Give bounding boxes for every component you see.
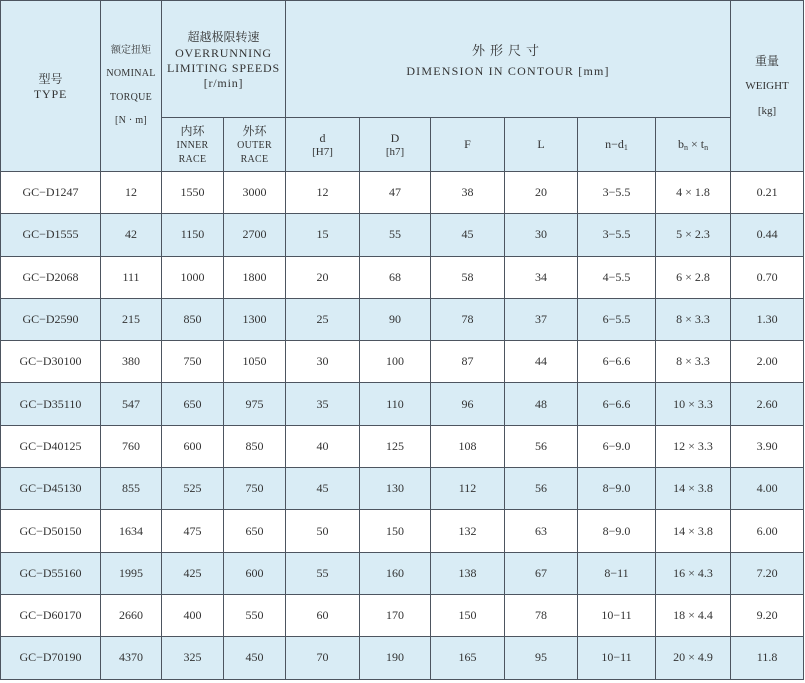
cell-L: 34: [505, 256, 578, 298]
cell-d: 25: [286, 298, 360, 340]
header-col-bt-x: × t: [687, 137, 705, 151]
cell-type: GC−D45130: [1, 468, 101, 510]
table-row: [1, 468, 804, 510]
cell-type: GC−D1247: [1, 172, 101, 214]
header-col-bt: [656, 118, 731, 172]
cell-F: 96: [431, 383, 505, 425]
cell-d: 20: [286, 256, 360, 298]
header-col-D-label: D: [390, 130, 400, 145]
cell-bt: 5 × 2.3: [656, 214, 731, 256]
cell-inner: 525: [162, 468, 224, 510]
cell-outer: 2700: [224, 214, 286, 256]
cell-weight: 7.20: [731, 552, 804, 594]
header-col-D-tol: [h7]: [385, 145, 405, 158]
cell-D: 90: [360, 298, 431, 340]
cell-L: 48: [505, 383, 578, 425]
table-row: [1, 341, 804, 383]
cell-bt: 4 × 1.8: [656, 172, 731, 214]
header-model-zh: 型号: [38, 72, 63, 86]
cell-d: 50: [286, 510, 360, 552]
cell-D: 190: [360, 637, 431, 679]
cell-F: 78: [431, 298, 505, 340]
cell-F: 165: [431, 637, 505, 679]
cell-bt: 10 × 3.3: [656, 383, 731, 425]
cell-L: 30: [505, 214, 578, 256]
cell-L: 20: [505, 172, 578, 214]
spec-body: [1, 172, 804, 680]
cell-L: 44: [505, 341, 578, 383]
cell-F: 38: [431, 172, 505, 214]
cell-d: 12: [286, 172, 360, 214]
cell-type: GC−D1555: [1, 214, 101, 256]
cell-D: 110: [360, 383, 431, 425]
cell-weight: 0.70: [731, 256, 804, 298]
cell-F: 112: [431, 468, 505, 510]
cell-inner: 400: [162, 594, 224, 636]
cell-inner: 600: [162, 425, 224, 467]
cell-L: 67: [505, 552, 578, 594]
cell-weight: 0.44: [731, 214, 804, 256]
header-col-D: [360, 118, 431, 172]
cell-bt: 14 × 3.8: [656, 510, 731, 552]
header-inner-en-1: INNER: [176, 140, 209, 151]
cell-D: 47: [360, 172, 431, 214]
cell-nd: 4−5.5: [578, 256, 656, 298]
cell-nd: 6−6.6: [578, 383, 656, 425]
cell-F: 108: [431, 425, 505, 467]
cell-nd: 8−9.0: [578, 510, 656, 552]
cell-weight: 0.21: [731, 172, 804, 214]
header-col-bt-t-sub: n: [704, 143, 709, 152]
cell-weight: 11.8: [731, 637, 804, 679]
cell-nd: 3−5.5: [578, 172, 656, 214]
table-row: [1, 425, 804, 467]
cell-nd: 10−11: [578, 637, 656, 679]
header-inner-en-2: RACE: [178, 154, 207, 165]
cell-F: 45: [431, 214, 505, 256]
cell-d: 60: [286, 594, 360, 636]
table-row: [1, 172, 804, 214]
cell-torque: 1995: [101, 552, 162, 594]
cell-bt: 16 × 4.3: [656, 552, 731, 594]
cell-outer: 550: [224, 594, 286, 636]
cell-nd: 8−11: [578, 552, 656, 594]
cell-D: 160: [360, 552, 431, 594]
header-col-d-tol: [H7]: [312, 145, 333, 158]
cell-inner: 750: [162, 341, 224, 383]
table-row: [1, 298, 804, 340]
header-outer-en-2: RACE: [240, 154, 269, 165]
header-torque-zh: 额定扭矩: [111, 45, 151, 56]
header-col-L: L: [505, 118, 578, 172]
table-row: [1, 552, 804, 594]
cell-type: GC−D70190: [1, 637, 101, 679]
table-row: [1, 256, 804, 298]
cell-D: 55: [360, 214, 431, 256]
cell-torque: 855: [101, 468, 162, 510]
header-dimension-en: DIMENSION IN CONTOUR [mm]: [406, 63, 610, 78]
cell-torque: 42: [101, 214, 162, 256]
header-speed-en-2: LIMITING SPEEDS: [167, 60, 280, 75]
cell-D: 68: [360, 256, 431, 298]
cell-inner: 1150: [162, 214, 224, 256]
cell-type: GC−D30100: [1, 341, 101, 383]
header-row-1: [1, 1, 804, 118]
header-inner-zh: 内环: [180, 124, 205, 138]
header-col-d: [286, 118, 360, 172]
cell-torque: 111: [101, 256, 162, 298]
cell-type: GC−D40125: [1, 425, 101, 467]
cell-outer: 1050: [224, 341, 286, 383]
cell-F: 138: [431, 552, 505, 594]
header-torque: [101, 1, 162, 172]
cell-outer: 1800: [224, 256, 286, 298]
table-row: [1, 637, 804, 679]
header-speed-unit: [r/min]: [203, 75, 244, 90]
cell-torque: 12: [101, 172, 162, 214]
cell-L: 78: [505, 594, 578, 636]
header-torque-en: NOMINAL TORQUE: [106, 68, 156, 103]
cell-L: 56: [505, 468, 578, 510]
cell-D: 170: [360, 594, 431, 636]
cell-weight: 6.00: [731, 510, 804, 552]
cell-type: GC−D35110: [1, 383, 101, 425]
header-col-nd: [578, 118, 656, 172]
header-col-d-label: d: [319, 130, 326, 145]
header-col-nd-sub: 1: [623, 143, 628, 152]
cell-type: GC−D2068: [1, 256, 101, 298]
cell-nd: 3−5.5: [578, 214, 656, 256]
cell-outer: 750: [224, 468, 286, 510]
header-torque-unit: [N · m]: [114, 115, 148, 126]
table-row: [1, 510, 804, 552]
cell-inner: 850: [162, 298, 224, 340]
header-weight-unit: [kg]: [757, 105, 777, 117]
cell-outer: 450: [224, 637, 286, 679]
cell-torque: 547: [101, 383, 162, 425]
cell-weight: 2.00: [731, 341, 804, 383]
header-speed-zh: 超越极限转速: [187, 29, 260, 44]
header-dimension: [286, 1, 731, 118]
cell-torque: 380: [101, 341, 162, 383]
cell-type: GC−D2590: [1, 298, 101, 340]
header-speed: [162, 1, 286, 118]
header-model-en: TYPE: [33, 87, 68, 101]
cell-outer: 1300: [224, 298, 286, 340]
cell-nd: 6−9.0: [578, 425, 656, 467]
cell-L: 95: [505, 637, 578, 679]
cell-D: 100: [360, 341, 431, 383]
cell-D: 130: [360, 468, 431, 510]
cell-inner: 1000: [162, 256, 224, 298]
cell-torque: 215: [101, 298, 162, 340]
cell-outer: 850: [224, 425, 286, 467]
header-outer-zh: 外环: [242, 124, 267, 138]
header-weight: [731, 1, 804, 172]
cell-nd: 8−9.0: [578, 468, 656, 510]
cell-bt: 8 × 3.3: [656, 341, 731, 383]
cell-d: 35: [286, 383, 360, 425]
cell-inner: 1550: [162, 172, 224, 214]
cell-L: 63: [505, 510, 578, 552]
cell-F: 132: [431, 510, 505, 552]
cell-inner: 325: [162, 637, 224, 679]
cell-d: 30: [286, 341, 360, 383]
table-row: [1, 594, 804, 636]
cell-L: 37: [505, 298, 578, 340]
header-outer: [224, 118, 286, 172]
cell-inner: 425: [162, 552, 224, 594]
cell-d: 40: [286, 425, 360, 467]
header-weight-zh: 重量: [755, 54, 780, 68]
cell-nd: 6−6.6: [578, 341, 656, 383]
cell-type: GC−D60170: [1, 594, 101, 636]
table-row: [1, 383, 804, 425]
cell-d: 55: [286, 552, 360, 594]
header-col-nd-base: n−d: [605, 137, 624, 151]
header-col-F: F: [431, 118, 505, 172]
header-speed-en-1: OVERRUNNING: [175, 45, 272, 60]
cell-D: 125: [360, 425, 431, 467]
cell-d: 70: [286, 637, 360, 679]
cell-bt: 14 × 3.8: [656, 468, 731, 510]
cell-weight: 9.20: [731, 594, 804, 636]
cell-D: 150: [360, 510, 431, 552]
cell-weight: 4.00: [731, 468, 804, 510]
header-outer-en-1: OUTER: [237, 140, 272, 151]
cell-bt: 6 × 2.8: [656, 256, 731, 298]
cell-inner: 650: [162, 383, 224, 425]
cell-torque: 4370: [101, 637, 162, 679]
cell-bt: 20 × 4.9: [656, 637, 731, 679]
header-col-bt-b: b: [677, 137, 684, 151]
cell-F: 87: [431, 341, 505, 383]
cell-outer: 600: [224, 552, 286, 594]
cell-outer: 975: [224, 383, 286, 425]
table-row: [1, 214, 804, 256]
cell-weight: 2.60: [731, 383, 804, 425]
cell-weight: 1.30: [731, 298, 804, 340]
cell-bt: 8 × 3.3: [656, 298, 731, 340]
cell-outer: 3000: [224, 172, 286, 214]
cell-nd: 6−5.5: [578, 298, 656, 340]
cell-type: GC−D55160: [1, 552, 101, 594]
header-model: [1, 1, 101, 172]
cell-nd: 10−11: [578, 594, 656, 636]
cell-bt: 18 × 4.4: [656, 594, 731, 636]
cell-outer: 650: [224, 510, 286, 552]
cell-torque: 1634: [101, 510, 162, 552]
header-weight-en: WEIGHT: [745, 80, 789, 92]
cell-F: 150: [431, 594, 505, 636]
cell-F: 58: [431, 256, 505, 298]
cell-d: 45: [286, 468, 360, 510]
cell-weight: 3.90: [731, 425, 804, 467]
cell-L: 56: [505, 425, 578, 467]
header-dimension-zh: 外形尺寸: [472, 43, 545, 59]
cell-inner: 475: [162, 510, 224, 552]
cell-torque: 760: [101, 425, 162, 467]
cell-d: 15: [286, 214, 360, 256]
cell-bt: 12 × 3.3: [656, 425, 731, 467]
header-col-bt-b-sub: n: [683, 143, 688, 152]
header-inner: [162, 118, 224, 172]
cell-torque: 2660: [101, 594, 162, 636]
cell-type: GC−D50150: [1, 510, 101, 552]
